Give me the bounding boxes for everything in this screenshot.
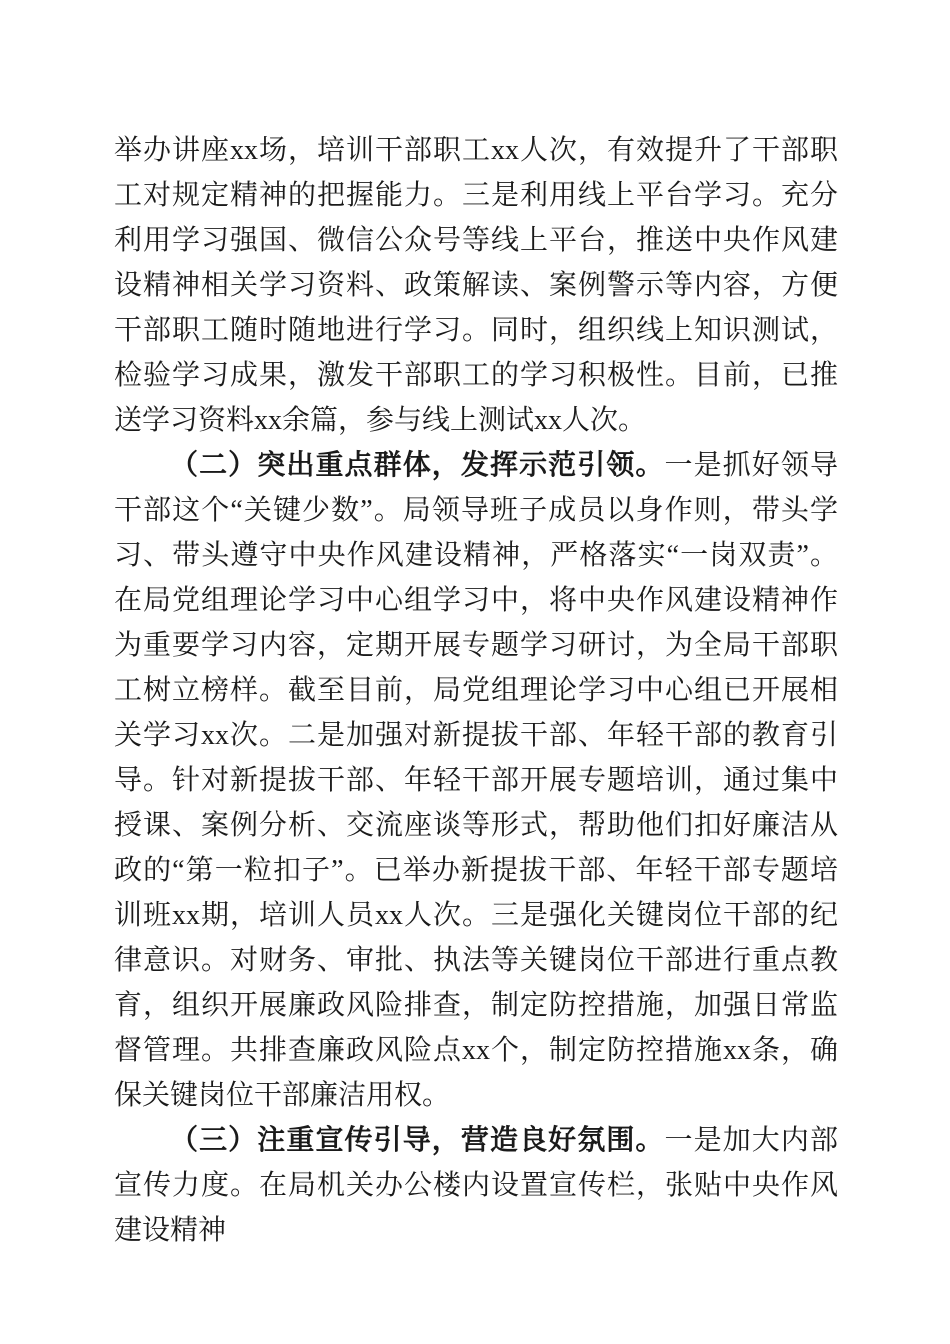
section-heading: （二）突出重点群体，发挥示范引领。 [170,450,665,481]
paragraph-text: 一是加大内部宣传力度。在局机关办公楼内设置宣传栏，张贴中央作风建设精神 [114,1125,838,1246]
section-heading: （三）注重宣传引导，营造良好氛围。 [170,1125,665,1156]
paragraph-section-3 [114,1118,838,1253]
paragraph-section-2 [114,443,838,1118]
paragraph-continuation [114,128,838,443]
paragraph-text: 举办讲座xx场，培训干部职工xx人次，有效提升了干部职工对规定精神的把握能力。三是利用线上平台学习。充分利用学习强国、微信公众号等线上平台，推送中央作风建设精神相关学习资料、政策解读、案例警示等内容，方便干部职工随时随地进行学习。同时，组织线上知识测试，检验学习成果，激发干部职工的学习积极性。目前，已推送学习资料xx余篇，参与线上测试xx人次。 [114,135,838,436]
paragraph-text: 一是抓好领导干部这个“关键少数”。局领导班子成员以身作则，带头学习、带头遵守中央作风建设精神，严格落实“一岗双责”。在局党组理论学习中心组学习中，将中央作风建设精神作为重要学习内容，定期开展专题学习研讨，为全局干部职工树立榜样。截至目前，局党组理论学习中心组已开展相关学习xx次。二是加强对新提拔干部、年轻干部的教育引导。针对新提拔干部、年轻干部开展专题培训，通过集中授课、案例分析、交流座谈等形式，帮助他们扣好廉洁从政的“第一粒扣子”。已举办新提拔干部、年轻干部专题培训班xx期，培训人员xx人次。三是强化关键岗位干部的纪律意识。对财务、审批、执法等关键岗位干部进行重点教育，组织开展廉政风险排查，制定防控措施，加强日常监督管理。共排查廉政风险点xx个，制定防控措施xx条，确保关键岗位干部廉洁用权。 [114,450,838,1111]
document-content [114,128,838,1253]
